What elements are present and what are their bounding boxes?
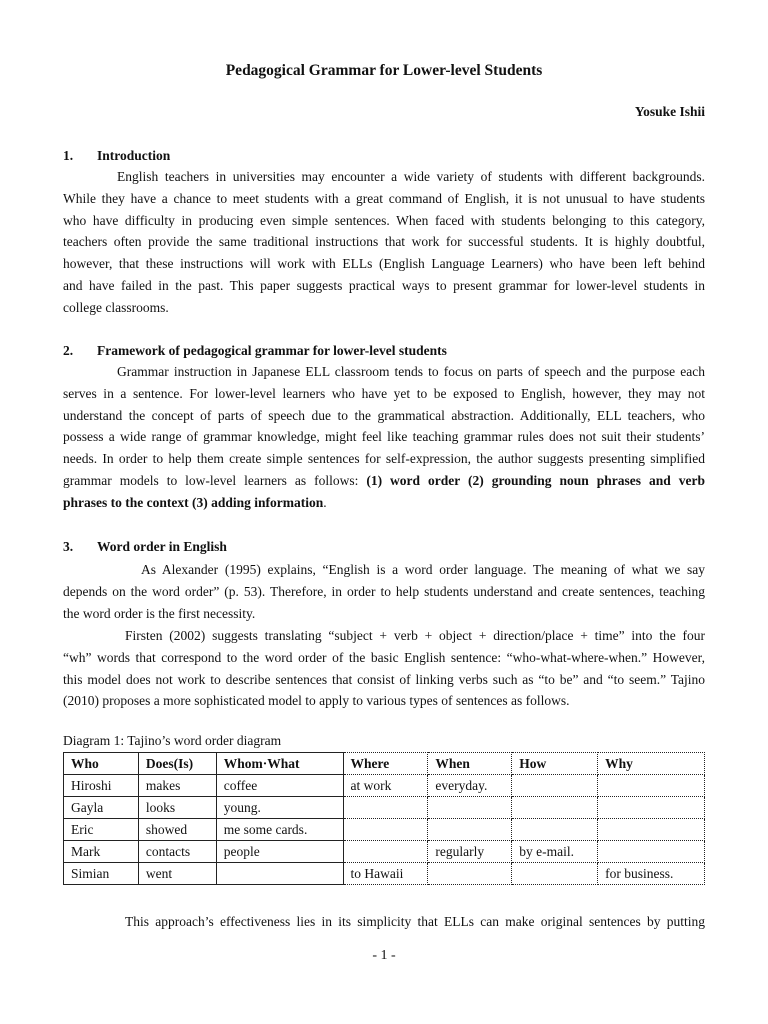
- column-header: How: [512, 753, 598, 775]
- table-cell: [216, 863, 343, 885]
- table-row: [64, 863, 705, 885]
- paragraph-line: the word order is the first necessity.: [63, 605, 256, 621]
- column-header: Where: [343, 753, 428, 775]
- word-order-paragraph-1: [63, 559, 705, 624]
- paragraph-line: understand the concept of parts of speech due to the grammatical abstraction. Additionally, ELL teachers, who: [63, 407, 705, 423]
- introduction-paragraph: [63, 166, 705, 319]
- table-cell: [343, 841, 428, 863]
- paragraph-line: needs. In order to help them create simple sentences for self-expression, the author suggests presenting simplified: [63, 451, 705, 467]
- word-order-paragraph-2: [63, 625, 705, 712]
- table-cell: [512, 797, 598, 819]
- table-cell: regularly: [428, 841, 512, 863]
- paragraph-line: Firsten (2002) suggests translating “subject + verb + object + direction/place + time” into the four: [125, 628, 705, 643]
- table-cell: [428, 797, 512, 819]
- paragraph-line: however, that these instructions will work with ELLs (English Language Learners) who have been left behind: [63, 256, 705, 272]
- table-cell: me some cards.: [216, 819, 343, 841]
- table-cell: [343, 819, 428, 841]
- column-header: Does(Is): [138, 753, 216, 775]
- paragraph-line: who have difficulty in producing even simple sentences. When faced with students belonging to this category,: [63, 212, 705, 228]
- column-header: Who: [64, 753, 139, 775]
- section-heading-word-order: [63, 539, 227, 555]
- table-cell: coffee: [216, 775, 343, 797]
- table-row: [64, 819, 705, 841]
- paragraph-line: and have failed in the past. This paper suggests practical ways to present grammar for lower-level students in: [63, 277, 705, 293]
- document-title: Pedagogical Grammar for Lower-level Students: [225, 62, 543, 79]
- table-cell: makes: [138, 775, 216, 797]
- section-title: Introduction: [97, 148, 171, 163]
- table-cell: [598, 819, 705, 841]
- table-cell: Mark: [64, 841, 139, 863]
- table-cell: Hiroshi: [64, 775, 139, 797]
- section-heading-introduction: [63, 148, 170, 164]
- paragraph-line: “wh” words that correspond to the word order of the basic English sentence: “who-what-where-when.” However,: [63, 649, 705, 665]
- section-title: Framework of pedagogical grammar for lower-level students: [97, 343, 447, 358]
- section-heading-framework: [63, 343, 447, 359]
- diagram-caption: Diagram 1: Tajino’s word order diagram: [63, 733, 282, 748]
- table-header-row: [64, 753, 705, 775]
- table-cell: [598, 797, 705, 819]
- author-name: Yosuke Ishii: [634, 104, 705, 119]
- table-cell: by e-mail.: [512, 841, 598, 863]
- paragraph-line: possess a wide range of grammar knowledge, might feel like teaching grammar rules does not suit their students’: [63, 429, 705, 445]
- section-number: 1.: [63, 148, 74, 163]
- paragraph-line: As Alexander (1995) explains, “English is a word order language. The meaning of what we say: [141, 562, 705, 577]
- table-cell: went: [138, 863, 216, 885]
- table-cell: Simian: [64, 863, 139, 885]
- paragraph-line: English teachers in universities may encounter a wide variety of students with different backgrounds.: [117, 169, 705, 184]
- paragraph-line: this model does not work to describe sentences that consist of linking verbs such as “to be” and “to seem.” Tajino: [63, 671, 705, 687]
- table-cell: for business.: [598, 863, 705, 885]
- framework-paragraph: [63, 361, 705, 514]
- column-header: Whom·What: [216, 753, 343, 775]
- section-number: 2.: [63, 343, 74, 358]
- table-cell: people: [216, 841, 343, 863]
- section-number: 3.: [63, 539, 74, 554]
- paragraph-line: serves in a sentence. For lower-level learners who have yet to be exposed to English, however, they may not: [63, 385, 705, 401]
- table-cell: Gayla: [64, 797, 139, 819]
- column-header: When: [428, 753, 512, 775]
- paragraph-line: depends on the word order” (p. 53). Therefore, in order to help students understand and create sentences, teaching: [63, 583, 705, 599]
- table-cell: young.: [216, 797, 343, 819]
- table-cell: showed: [138, 819, 216, 841]
- table-cell: [598, 775, 705, 797]
- paragraph-text: grammar models to low-level learners as follows:: [63, 472, 367, 488]
- table-cell: [512, 863, 598, 885]
- table-cell: looks: [138, 797, 216, 819]
- page-number: - 1 -: [372, 948, 396, 963]
- table-cell: contacts: [138, 841, 216, 863]
- table-cell: [428, 819, 512, 841]
- paragraph-line: teachers often provide the same traditional instructions that work for successful students. It is highly doubtful,: [63, 234, 705, 250]
- paragraph-line: This approach’s effectiveness lies in its simplicity that ELLs can make original sentences by putting: [125, 914, 705, 929]
- paragraph-line: (2010) proposes a more sophisticated model to apply to various types of sentences as follows.: [63, 693, 570, 709]
- section-title: Word order in English: [97, 539, 227, 554]
- table-cell: [598, 841, 705, 863]
- column-header: Why: [598, 753, 705, 775]
- table-cell: [343, 797, 428, 819]
- table-row: [64, 841, 705, 863]
- paragraph-line: [63, 492, 705, 514]
- table-cell: everyday.: [428, 775, 512, 797]
- table-cell: to Hawaii: [343, 863, 428, 885]
- paragraph-line: While they have a chance to meet students with a great command of English, it is not unusual to have students: [63, 190, 705, 206]
- emphasized-text: phrases to the context (3) adding information: [63, 494, 324, 510]
- table-cell: at work: [343, 775, 428, 797]
- table-row: [64, 775, 705, 797]
- table-cell: [428, 863, 512, 885]
- closing-paragraph: [63, 911, 705, 933]
- table-row: [64, 797, 705, 819]
- table-cell: [512, 775, 598, 797]
- emphasized-text: (1) word order (2) grounding noun phrases and verb: [366, 472, 705, 488]
- paragraph-line: college classrooms.: [63, 299, 169, 315]
- paragraph-line: Grammar instruction in Japanese ELL classroom tends to focus on parts of speech and the purpose each: [117, 364, 705, 379]
- table-cell: [512, 819, 598, 841]
- table-cell: Eric: [64, 819, 139, 841]
- paragraph-text: .: [323, 494, 327, 510]
- paragraph-line: [63, 470, 705, 492]
- word-order-table: [63, 752, 705, 885]
